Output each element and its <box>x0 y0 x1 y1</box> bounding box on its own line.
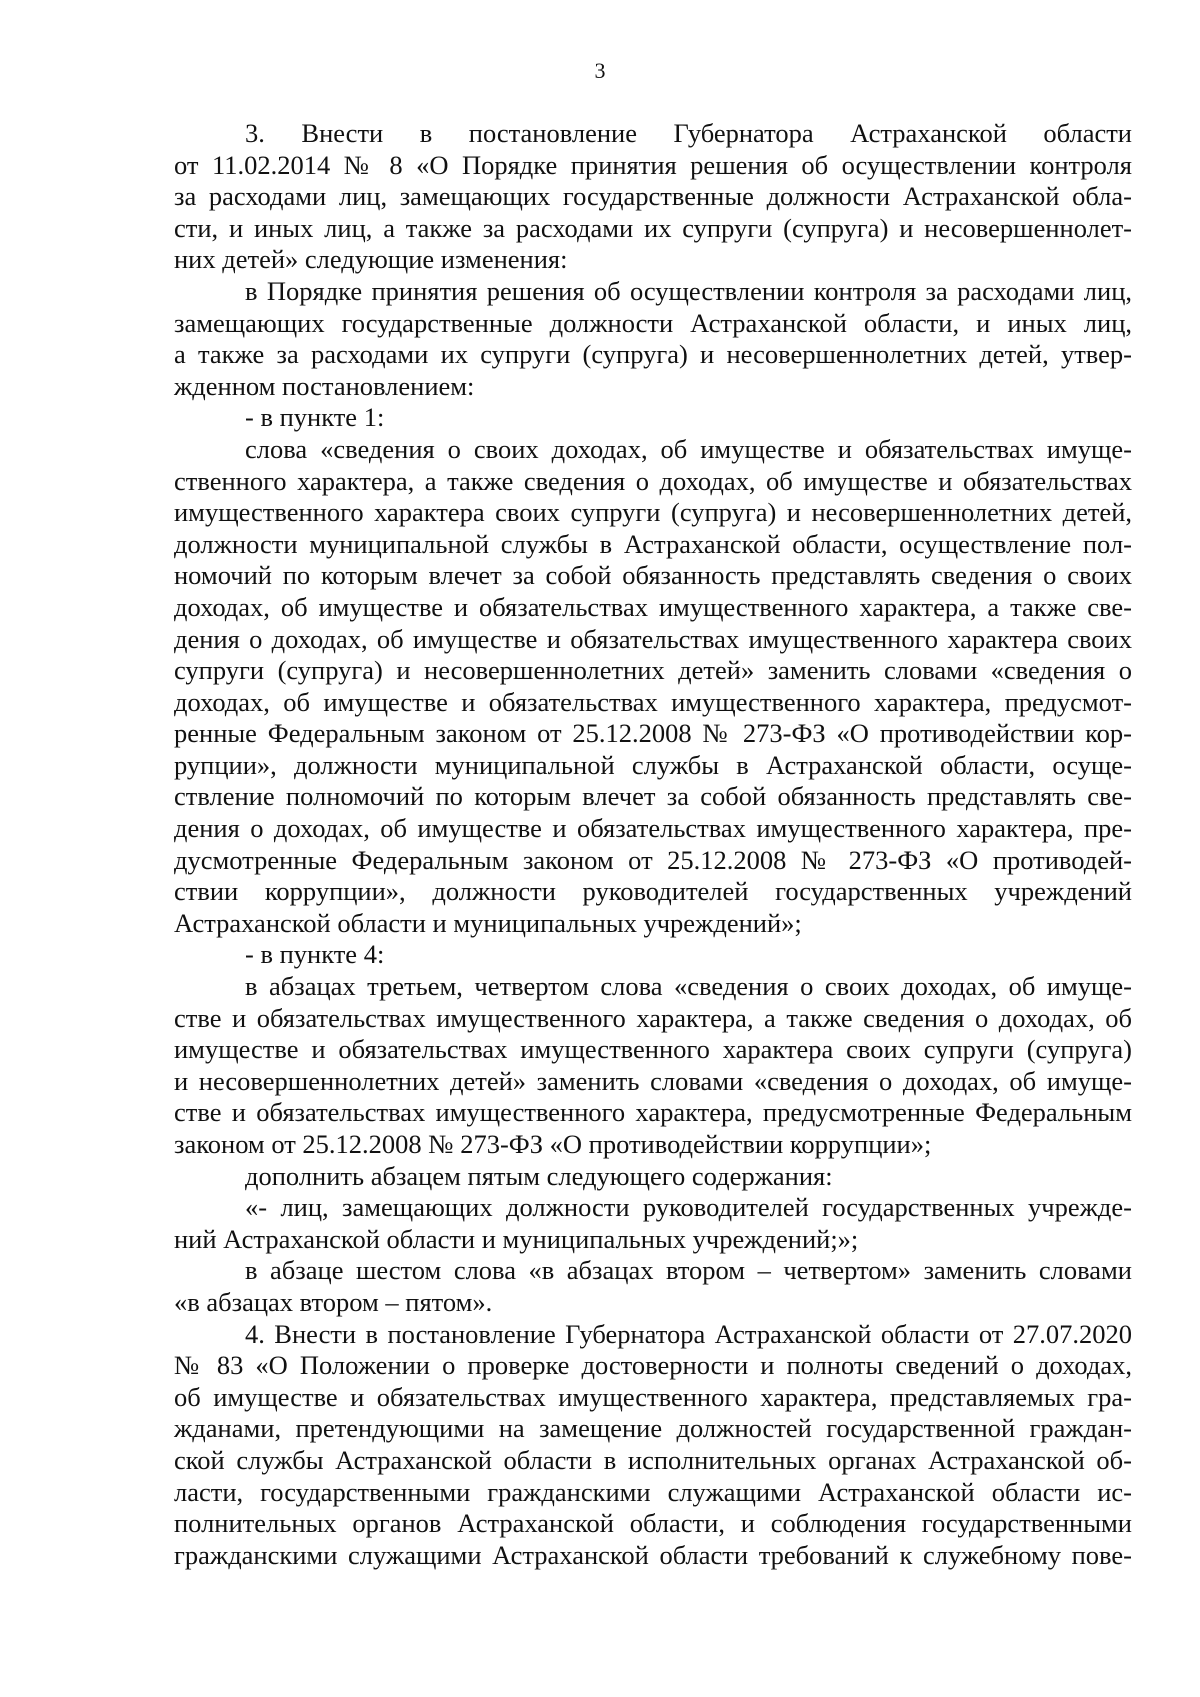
text-line: дения о доходах, об имуществе и обязательствах имущественного характера, пре- <box>174 813 1132 844</box>
text-line: - в пункте 4: <box>245 939 385 970</box>
text-line: дусмотренные Федеральным законом от 25.12.2008 № 273-ФЗ «О противодей- <box>174 844 1132 875</box>
text-line: «- лиц, замещающих должности руководителей государственных учрежде- <box>245 1192 1132 1223</box>
text-line: имущественного характера своих супруги (супруга) и несовершеннолетних детей, <box>174 497 1132 528</box>
text-line: дения о доходах, об имуществе и обязательствах имущественного характера своих <box>174 623 1132 654</box>
text-line: за расходами лиц, замещающих государственные должности Астраханской обла- <box>174 181 1132 212</box>
text-line: сти, и иных лиц, а также за расходами их супруги (супруга) и несовершеннолет- <box>174 212 1132 243</box>
text-line: них детей» следующие изменения: <box>174 244 568 275</box>
text-line: номочий по которым влечет за собой обязанность представлять сведения о своих <box>174 560 1132 591</box>
text-line: замещающих государственные должности Астраханской области, и иных лиц, <box>174 307 1132 338</box>
text-line: 4. Внести в постановление Губернатора Астраханской области от 27.07.2020 <box>245 1318 1132 1349</box>
text-line: доходах, об имуществе и обязательствах имущественного характера, предусмот- <box>174 686 1132 717</box>
text-line: жденном постановлением: <box>174 370 475 401</box>
text-line: 3. Внести в постановление Губернатора Астраханской области <box>245 118 1132 148</box>
text-line: от 11.02.2014 № 8 «О Порядке принятия решения об осуществлении контроля <box>174 149 1132 180</box>
text-line: рупции», должности муниципальной службы в Астраханской области, осуще- <box>174 749 1132 780</box>
text-line: должности муниципальной службы в Астраханской области, осуществление пол- <box>174 528 1132 559</box>
text-line: в абзацах третьем, четвертом слова «сведения о своих доходах, об имуще- <box>245 971 1132 1002</box>
document-body <box>174 118 1132 1571</box>
text-line: - в пункте 1: <box>245 402 385 433</box>
text-line: ласти, государственными гражданскими служащими Астраханской области ис- <box>174 1476 1132 1507</box>
text-line: ренные Федеральным законом от 25.12.2008 № 273-ФЗ «О противодействии кор- <box>174 718 1132 749</box>
text-line: Астраханской области и муниципальных учреждений»; <box>174 907 802 938</box>
text-line: законом от 25.12.2008 № 273-ФЗ «О противодействии коррупции»; <box>174 1129 932 1159</box>
text-line: дополнить абзацем пятым следующего содержания: <box>245 1160 833 1191</box>
text-line: слова «сведения о своих доходах, об имуществе и обязательствах имуще- <box>245 433 1132 464</box>
text-line: имуществе и обязательствах имущественного характера своих супруги (супруга) <box>174 1034 1132 1065</box>
text-line: стве и обязательствах имущественного характера, предусмотренные Федеральным <box>174 1097 1132 1128</box>
text-line: ствии коррупции», должности руководителей государственных учреждений <box>174 876 1132 907</box>
text-line: полнительных органов Астраханской области, и соблюдения государственными <box>174 1508 1132 1539</box>
text-line: и несовершеннолетних детей» заменить словами «сведения о доходах, об имуще- <box>174 1065 1132 1096</box>
text-line: «в абзацах втором – пятом». <box>174 1286 493 1317</box>
text-line: ствление полномочий по которым влечет за собой обязанность представлять све- <box>174 781 1132 812</box>
text-line: в абзаце шестом слова «в абзацах втором – четвертом» заменить словами <box>245 1255 1132 1286</box>
text-line: а также за расходами их супруги (супруга) и несовершеннолетних детей, утвер- <box>174 339 1132 370</box>
text-line: ний Астраханской области и муниципальных учреждений;»; <box>174 1223 859 1254</box>
text-line: доходах, об имуществе и обязательствах имущественного характера, а также све- <box>174 591 1132 622</box>
text-line: в Порядке принятия решения об осуществлении контроля за расходами лиц, <box>245 275 1132 306</box>
text-line: № 83 «О Положении о проверке достоверности и полноты сведений о доходах, <box>174 1350 1132 1381</box>
text-line: гражданскими служащими Астраханской области требований к служебному пове- <box>174 1539 1132 1570</box>
text-line: ской службы Астраханской области в исполнительных органах Астраханской об- <box>174 1444 1132 1475</box>
text-line: стве и обязательствах имущественного характера, а также сведения о доходах, об <box>174 1002 1132 1033</box>
text-line: ственного характера, а также сведения о доходах, об имуществе и обязательствах <box>174 465 1132 496</box>
text-line: жданами, претендующими на замещение должностей государственной граждан- <box>174 1413 1132 1444</box>
text-line: об имуществе и обязательствах имущественного характера, представляемых гра- <box>174 1381 1132 1412</box>
page-number: 3 <box>594 58 606 83</box>
text-line: супруги (супруга) и несовершеннолетних детей» заменить словами «сведения о <box>174 655 1132 686</box>
